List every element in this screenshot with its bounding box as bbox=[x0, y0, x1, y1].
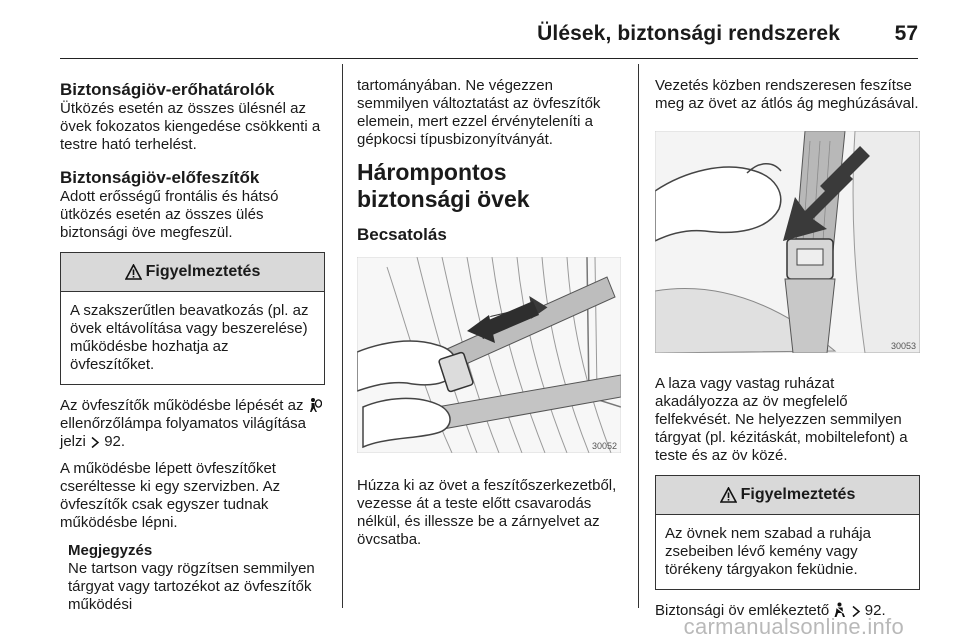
note-block bbox=[68, 542, 325, 614]
column-right bbox=[655, 64, 920, 620]
paragraph-pretensioner-indicator: Az övfeszítők működésbe lépését az ellenőrzőlámpa folyamatos világítása jelzi 92. bbox=[60, 397, 325, 451]
warning-text: A szakszerűtlen beavatkozás (pl. az övek eltávolítása vagy beszerelése) működésbe hozhatja az övfeszítőket. bbox=[70, 302, 309, 373]
column-divider bbox=[342, 64, 343, 608]
paragraph-clothing: A laza vagy vastag ruházat akadályozza az öv megfelelő felfekvését. Ne helyezzen semmilyen tárgyat (pl. kézitáskát, mobiltelefont) a teste és az öv közé. bbox=[655, 375, 908, 464]
warning-label: Figyelmeztetés bbox=[740, 486, 856, 503]
paragraph-force-limiters: Ütközés esetén az összes ülésnél az övek fokozatos kiengedése csökkenti a testre ható terhelést. bbox=[60, 100, 321, 153]
watermark: carmanualsonline.info bbox=[683, 614, 904, 639]
section-heading-belt-force-limiters: Biztonságiöv-erőhatárolók bbox=[60, 80, 275, 99]
paragraph-belt-reminder: Biztonsági öv emlékeztető 92. bbox=[655, 602, 886, 619]
airbag-warning-icon bbox=[308, 397, 322, 413]
fastening-illustration bbox=[357, 257, 621, 453]
paragraph-replacement: A működésbe lépett övfeszítőket cseréltesse ki egy szervizben. Az övfeszítők csak egyszer tudnak működésbe lépni. bbox=[60, 460, 281, 531]
figure-fastening-belt bbox=[357, 257, 621, 453]
paragraph-tighten-belt: Vezetés közben rendszeresen feszítse meg az övet az átlós ág meghúzásával. bbox=[655, 77, 919, 112]
warning-label: Figyelmeztetés bbox=[145, 263, 261, 280]
warning-triangle-icon bbox=[720, 487, 737, 503]
page-header bbox=[60, 10, 918, 59]
subsection-heading-fastening: Becsatolás bbox=[357, 225, 447, 244]
column-middle bbox=[357, 64, 621, 549]
figure-caption-fastening: Húzza ki az övet a feszítőszerkezetből, vezesse át a teste előtt csavarodás nélkül, és illessze be a zárnyelvet az övcsatba. bbox=[357, 477, 617, 548]
paragraph-pretensioners: Adott erősségű frontális és hátsó ütközés esetén az összes ülés biztonsági öve megfeszül. bbox=[60, 188, 279, 241]
page-reference-arrow-icon[interactable] bbox=[90, 436, 100, 449]
section-heading-belt-pretensioners: Biztonságiöv-előfeszítők bbox=[60, 168, 260, 187]
page-number: 57 bbox=[894, 22, 918, 45]
figure-number: 30053 bbox=[890, 341, 916, 351]
warning-box bbox=[60, 252, 325, 385]
column-divider bbox=[638, 64, 639, 608]
page-reference-link[interactable]: 92. bbox=[864, 602, 886, 619]
warning-triangle-icon bbox=[125, 264, 142, 280]
warning-header bbox=[61, 253, 324, 292]
column-left bbox=[60, 64, 325, 614]
warning-box bbox=[655, 475, 920, 590]
page-title: Ülések, biztonsági rendszerek bbox=[537, 22, 840, 45]
paragraph-continued: tartományában. Ne végezzen semmilyen változtatást az övfeszítők elemein, mert ezzel érvényteleníti a gépkocsi típusbizonyítványát. bbox=[357, 77, 601, 148]
tighten-illustration bbox=[655, 131, 920, 353]
page-reference-link[interactable]: 92. bbox=[104, 433, 126, 450]
note-heading: Megjegyzés bbox=[68, 542, 153, 559]
note-text: Ne tartson vagy rögzítsen semmilyen tárgyat vagy tartozékot az övfeszítők működési bbox=[68, 560, 315, 613]
figure-number: 30052 bbox=[591, 441, 617, 451]
warning-header bbox=[656, 476, 919, 515]
figure-tighten-belt bbox=[655, 131, 920, 353]
section-heading-three-point-belts: Hárompontos biztonsági övek bbox=[357, 159, 530, 212]
warning-text: Az övnek nem szabad a ruhája zsebeiben lévő kemény vagy törékeny tárgyakon feküdnie. bbox=[665, 525, 871, 578]
